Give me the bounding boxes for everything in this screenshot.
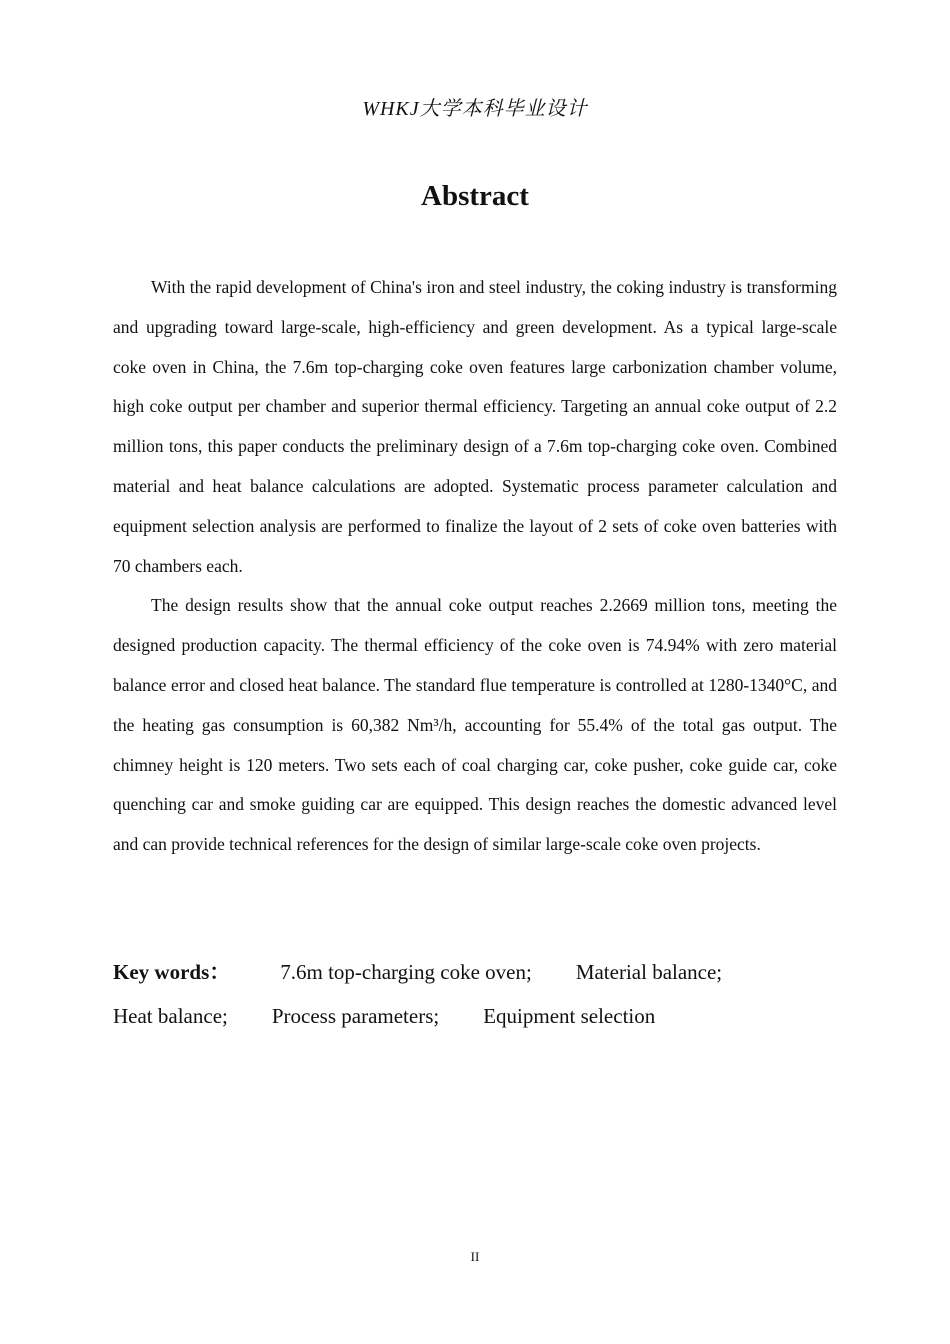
abstract-paragraph-2: The design results show that the annual coke output reaches 2.2669 million tons, meeting the designed production capacity. The thermal efficiency of the coke oven is 74.94% with zero material balance error and closed heat balance. The standard flue temperature is controlled at 1280-1340°C, and the heating gas consumption is 60,382 Nm³/h, accounting for 55.4% of the total gas output. The chimney height is 120 meters. Two sets each of coal charging car, coke pusher, coke guide car, coke quenching car and smoke guiding car are equipped. This design reaches the domestic advanced level and can provide technical references for the design of similar large-scale coke oven projects. [113, 595, 837, 855]
keywords-label: Key words： [113, 960, 231, 984]
page-header: WHKJ大学本科毕业设计 [362, 98, 588, 120]
abstract-title: Abstract [421, 180, 529, 212]
keyword-item: 7.6m top-charging coke oven; [280, 960, 532, 984]
keywords-line-1 [113, 956, 837, 986]
keyword-item: Equipment selection [483, 1004, 656, 1028]
keywords-line-2 [113, 1004, 837, 1029]
keyword-item: Material balance; [575, 960, 723, 984]
abstract-paragraph-1: With the rapid development of China's iron and steel industry, the coking industry is transforming and upgrading toward large-scale, high-efficiency and green development. As a typical large-scale coke oven in China, the 7.6m top-charging coke oven features large carbonization chamber volume, high coke output per chamber and superior thermal efficiency. Targeting an annual coke output of 2.2 million tons, this paper conducts the preliminary design of a 7.6m top-charging coke oven. Combined material and heat balance calculations are adopted. Systematic process parameter calculation and equipment selection analysis are performed to finalize the layout of 2 sets of coke oven batteries with 70 chambers each. [113, 277, 837, 576]
abstract-body [113, 268, 837, 865]
keyword-item: Heat balance; [113, 1004, 228, 1028]
page-number: II [470, 1249, 480, 1264]
keyword-item: Process parameters; [271, 1004, 440, 1028]
